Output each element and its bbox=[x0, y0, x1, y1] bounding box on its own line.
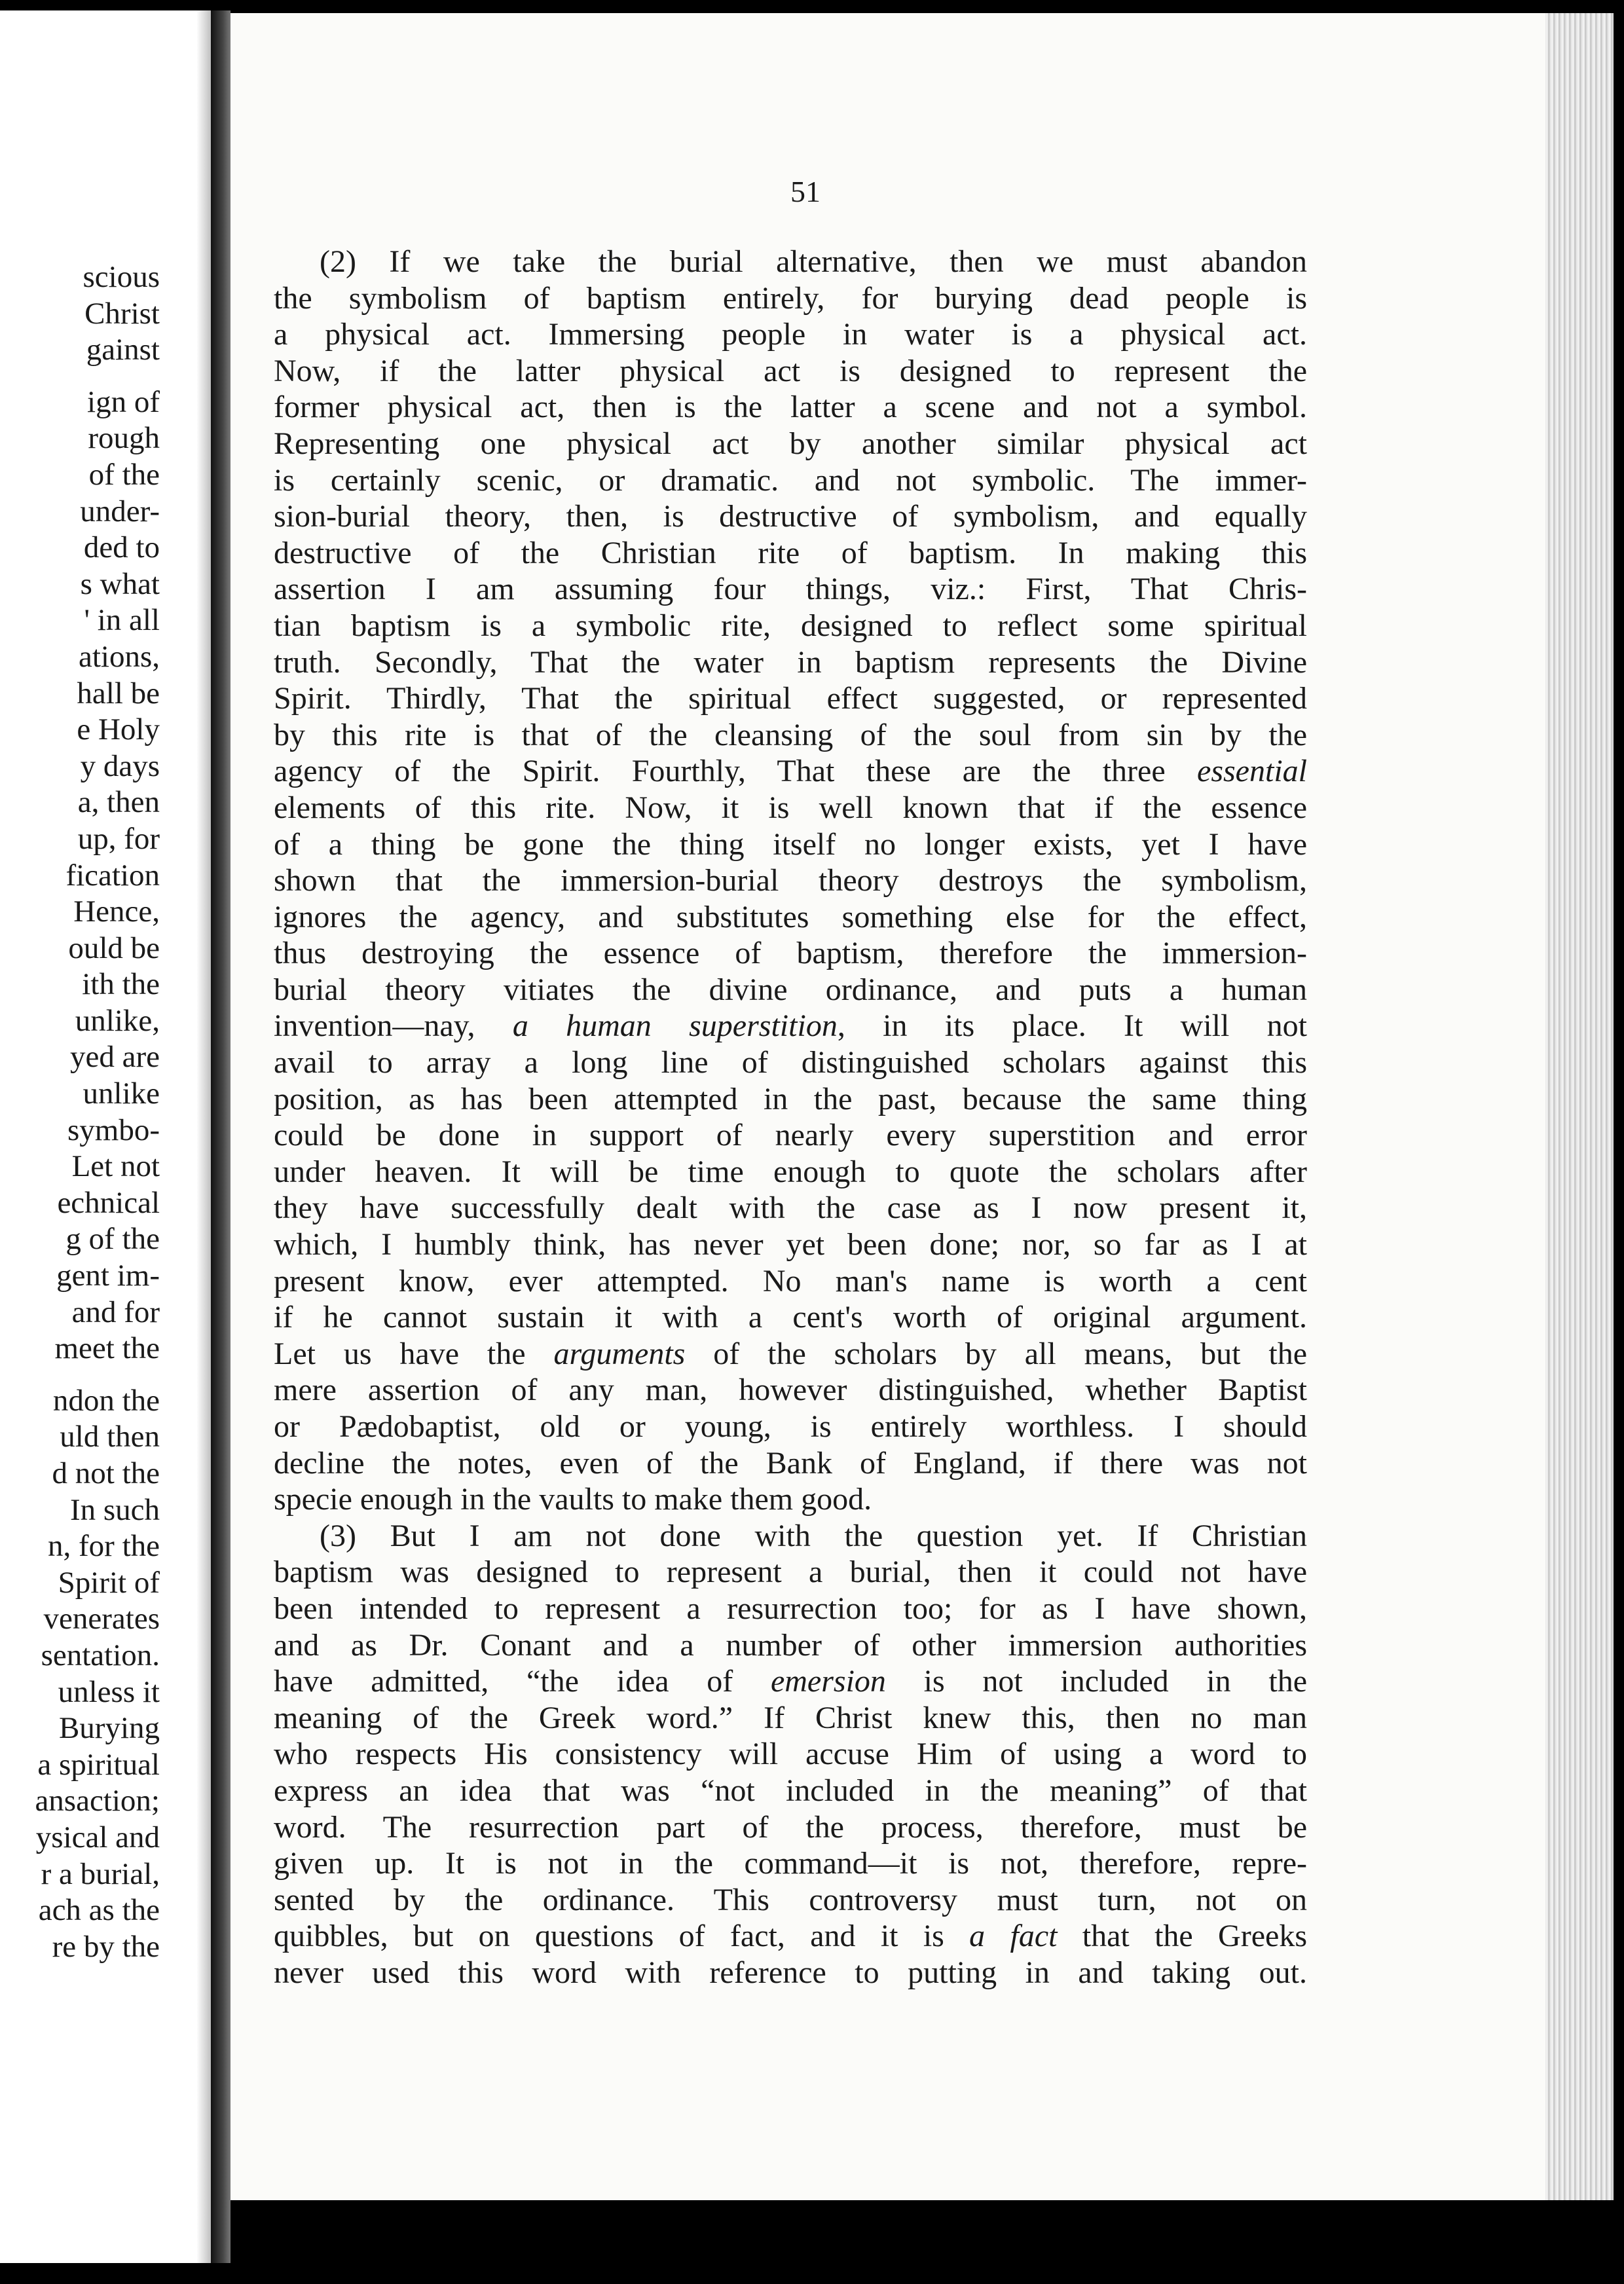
text-line bbox=[274, 1081, 1307, 1118]
text-segment: present know, ever attempted. No man's name is worth a cent bbox=[274, 1263, 1307, 1299]
facing-page-fragment: venerates bbox=[43, 1602, 160, 1636]
text-segment: never used this word with reference to putting in and taking out. bbox=[274, 1955, 1307, 1990]
facing-page-fragment: g of the bbox=[65, 1222, 160, 1257]
text-line bbox=[274, 826, 1307, 863]
text-segment: they have successfully dealt with the case as I now present it, bbox=[274, 1190, 1307, 1226]
text-line bbox=[274, 644, 1307, 681]
text-segment: former physical act, then is the latter a scene and not a symbol. bbox=[274, 390, 1307, 425]
text-line bbox=[274, 1591, 1307, 1627]
facing-page-fragment: ysical and bbox=[35, 1820, 160, 1854]
text-line bbox=[274, 1190, 1307, 1226]
text-line bbox=[274, 1226, 1307, 1263]
text-line bbox=[274, 899, 1307, 936]
text-segment: elements of this rite. Now, it is well known that if the essence bbox=[274, 790, 1307, 825]
text-segment: by this rite is that of the cleansing of the soul from sin by the bbox=[274, 717, 1307, 752]
body-text bbox=[274, 244, 1307, 1991]
text-segment: (2) If we take the burial alternative, then we must abandon bbox=[320, 244, 1307, 279]
facing-page-fragment: Hence, bbox=[73, 894, 160, 929]
text-line bbox=[274, 316, 1307, 353]
text-line bbox=[274, 244, 1307, 280]
text-line bbox=[274, 1117, 1307, 1154]
facing-page-fragment: meet the bbox=[54, 1331, 160, 1366]
text-segment: Spirit. Thirdly, That the spiritual effect suggested, or represented bbox=[274, 681, 1307, 716]
text-segment: burial theory vitiates the divine ordinance, and puts a human bbox=[274, 972, 1307, 1007]
text-line bbox=[274, 1955, 1307, 1991]
text-line bbox=[274, 1554, 1307, 1591]
text-line bbox=[274, 1409, 1307, 1445]
text-line bbox=[274, 280, 1307, 317]
facing-page-fragment: unlike, bbox=[75, 1003, 160, 1038]
text-segment: quibbles, but on questions of fact, and it is bbox=[274, 1919, 970, 1954]
text-segment: sion-burial theory, then, is destructive of symbolism, and equally bbox=[274, 499, 1307, 534]
text-line bbox=[274, 972, 1307, 1008]
facing-page-fragment: Christ bbox=[84, 296, 160, 331]
facing-page-fragment: symbo- bbox=[67, 1113, 160, 1147]
text-line bbox=[274, 571, 1307, 608]
text-segment: the symbolism of baptism entirely, for burying dead people is bbox=[274, 280, 1307, 316]
text-segment: a physical act. Immersing people in water is a physical act. bbox=[274, 317, 1307, 352]
text-segment: that the Greeks bbox=[1057, 1919, 1307, 1954]
facing-page-fragment: gent im- bbox=[56, 1259, 160, 1293]
text-segment: given up. It is not in the command—it is not, therefore, repre- bbox=[274, 1846, 1307, 1881]
facing-page-fragment: uld then bbox=[60, 1420, 160, 1454]
italic-text: emersion bbox=[770, 1664, 886, 1699]
facing-page-fragment: ould be bbox=[68, 930, 160, 965]
italic-text: a human superstition bbox=[512, 1008, 838, 1044]
text-segment: express an idea that was “not included in the meaning” of that bbox=[274, 1773, 1307, 1808]
page-shadow bbox=[196, 10, 211, 2263]
text-segment: agency of the Spirit. Fourthly, That these are the three bbox=[274, 754, 1198, 789]
text-line bbox=[274, 1918, 1307, 1955]
text-line bbox=[274, 1336, 1307, 1372]
text-line bbox=[274, 790, 1307, 826]
text-line bbox=[274, 1773, 1307, 1809]
text-line bbox=[274, 1263, 1307, 1300]
text-segment: shown that the immersion-burial theory destroys the symbolism, bbox=[274, 863, 1307, 898]
text-line bbox=[274, 1518, 1307, 1555]
text-line bbox=[274, 862, 1307, 899]
facing-page-fragment: In such bbox=[69, 1492, 160, 1527]
text-line bbox=[274, 753, 1307, 790]
text-line bbox=[274, 462, 1307, 499]
text-line bbox=[274, 498, 1307, 535]
text-segment: which, I humbly think, has never yet been done; nor, so far as I at bbox=[274, 1227, 1307, 1262]
facing-page-fragment: and for bbox=[71, 1295, 160, 1329]
italic-text: essential bbox=[1197, 754, 1307, 789]
facing-page-fragment: e Holy bbox=[77, 712, 160, 747]
text-segment: been intended to represent a resurrection too; for as I have shown, bbox=[274, 1591, 1307, 1626]
text-line bbox=[274, 1481, 1307, 1518]
text-segment: who respects His consistency will accuse Him of using a word to bbox=[274, 1737, 1307, 1772]
facing-page-fragment: ach as the bbox=[38, 1893, 160, 1928]
text-line bbox=[274, 717, 1307, 754]
text-segment: have admitted, “the idea of bbox=[274, 1664, 771, 1699]
facing-page-fragment: d not the bbox=[52, 1456, 160, 1490]
text-segment: assertion I am assuming four things, viz.: First, That Chris- bbox=[274, 572, 1307, 607]
book-gutter bbox=[211, 10, 231, 2263]
text-line bbox=[274, 1372, 1307, 1409]
text-line bbox=[274, 353, 1307, 390]
text-segment: specie enough in the vaults to make them good. bbox=[274, 1482, 872, 1517]
text-segment: destructive of the Christian rite of baptism. In making this bbox=[274, 535, 1307, 570]
text-line bbox=[274, 1700, 1307, 1737]
text-line bbox=[274, 1663, 1307, 1700]
text-segment: thus destroying the essence of baptism, therefore the immersion- bbox=[274, 936, 1307, 971]
facing-page-fragment: s what bbox=[80, 566, 160, 601]
text-line bbox=[274, 1845, 1307, 1882]
text-line bbox=[274, 389, 1307, 426]
facing-page-fragment: re by the bbox=[52, 1929, 160, 1964]
text-line bbox=[274, 1809, 1307, 1846]
facing-page-fragment: scious bbox=[83, 260, 160, 294]
text-segment: invention—nay, bbox=[274, 1008, 513, 1044]
text-segment: mere assertion of any man, however distinguished, whether Baptist bbox=[274, 1372, 1307, 1408]
text-segment: baptism was designed to represent a burial, then it could not have bbox=[274, 1555, 1307, 1590]
text-segment: of the scholars by all means, but the bbox=[685, 1336, 1307, 1371]
text-line bbox=[274, 608, 1307, 644]
text-line bbox=[274, 935, 1307, 972]
facing-page-fragment: y days bbox=[80, 748, 160, 783]
facing-page-text-fragments bbox=[35, 259, 211, 1965]
text-segment: of a thing be gone the thing itself no longer exists, yet I have bbox=[274, 826, 1307, 862]
facing-page-fragment: Spirit of bbox=[58, 1565, 160, 1600]
facing-page-fragment: yed are bbox=[70, 1040, 160, 1075]
facing-page-fragment: ded to bbox=[83, 530, 160, 565]
facing-page-fragment: r a burial, bbox=[41, 1856, 160, 1891]
facing-page-fragment: under- bbox=[80, 494, 160, 528]
facing-page-fragment: gainst bbox=[86, 333, 160, 367]
text-line bbox=[274, 1627, 1307, 1664]
text-segment: meaning of the Greek word.” If Christ knew this, then no man bbox=[274, 1700, 1307, 1735]
text-segment: Now, if the latter physical act is designed to represent the bbox=[274, 353, 1307, 388]
text-segment: word. The resurrection part of the process, therefore, must be bbox=[274, 1809, 1307, 1845]
text-segment: sented by the ordinance. This controversy must turn, not on bbox=[274, 1882, 1307, 1917]
facing-page-fragment: n, for the bbox=[48, 1529, 160, 1564]
text-segment: under heaven. It will be time enough to quote the scholars after bbox=[274, 1154, 1307, 1189]
text-segment: truth. Secondly, That the water in baptism represents the Divine bbox=[274, 644, 1307, 680]
text-line bbox=[274, 535, 1307, 572]
text-segment: position, as has been attempted in the past, because the same thing bbox=[274, 1081, 1307, 1116]
page-number: 51 bbox=[790, 175, 821, 208]
text-line bbox=[274, 1882, 1307, 1919]
text-line bbox=[274, 1736, 1307, 1773]
italic-text: arguments bbox=[553, 1336, 686, 1371]
text-segment: Let us have the bbox=[274, 1336, 554, 1371]
facing-page-fragment: ansaction; bbox=[35, 1784, 160, 1818]
text-segment: is certainly scenic, or dramatic. and not symbolic. The immer- bbox=[274, 462, 1307, 498]
facing-page-edge bbox=[0, 10, 211, 2263]
text-line bbox=[274, 1154, 1307, 1190]
facing-page-fragment: fication bbox=[65, 858, 160, 893]
text-segment: or Pædobaptist, old or young, is entirely worthless. I should bbox=[274, 1409, 1307, 1444]
italic-text: a fact bbox=[969, 1919, 1058, 1954]
facing-page-fragment: Burying bbox=[58, 1711, 160, 1746]
facing-page-fragment: of the bbox=[88, 457, 160, 492]
facing-page-fragment: echnical bbox=[57, 1185, 160, 1220]
facing-page-fragment: sentation. bbox=[41, 1638, 160, 1672]
text-line bbox=[274, 680, 1307, 717]
text-line bbox=[274, 1299, 1307, 1336]
text-line bbox=[274, 1044, 1307, 1081]
facing-page-fragment: ations, bbox=[78, 639, 160, 674]
text-line bbox=[274, 1445, 1307, 1482]
facing-page-fragment: a spiritual bbox=[37, 1747, 160, 1782]
text-segment: could be done in support of nearly every superstition and error bbox=[274, 1118, 1307, 1153]
facing-page-fragment: Let not bbox=[71, 1149, 160, 1184]
text-segment: and as Dr. Conant and a number of other immersion authorities bbox=[274, 1627, 1307, 1663]
facing-page-fragment: rough bbox=[88, 421, 160, 456]
facing-page-fragment: ndon the bbox=[52, 1383, 160, 1418]
facing-page-fragment: up, for bbox=[77, 821, 160, 856]
text-segment: (3) But I am not done with the question yet. If Christian bbox=[320, 1518, 1307, 1553]
facing-page-fragment: unlike bbox=[83, 1077, 160, 1111]
text-segment: decline the notes, even of the Bank of England, if there was not bbox=[274, 1445, 1307, 1481]
facing-page-fragment: ' in all bbox=[84, 603, 160, 638]
text-segment: ignores the agency, and substitutes something else for the effect, bbox=[274, 899, 1307, 934]
facing-page-fragment: ith the bbox=[82, 967, 160, 1002]
facing-page-fragment: hall be bbox=[77, 676, 160, 710]
text-segment: tian baptism is a symbolic rite, designed to reflect some spiritual bbox=[274, 608, 1307, 643]
facing-page-fragment: unless it bbox=[58, 1674, 160, 1709]
text-line bbox=[274, 426, 1307, 462]
text-segment: , in its place. It will not bbox=[837, 1008, 1308, 1044]
facing-page-fragment: ign of bbox=[87, 384, 160, 419]
text-line bbox=[274, 1008, 1307, 1044]
page-edge-stack bbox=[1545, 13, 1614, 2200]
facing-page-fragment: a, then bbox=[77, 785, 160, 820]
text-segment: if he cannot sustain it with a cent's worth of original argument. bbox=[274, 1300, 1307, 1335]
text-segment: Representing one physical act by another similar physical act bbox=[274, 426, 1307, 461]
text-segment: avail to array a long line of distinguished scholars against this bbox=[274, 1045, 1307, 1080]
text-segment: is not included in the bbox=[885, 1664, 1308, 1699]
